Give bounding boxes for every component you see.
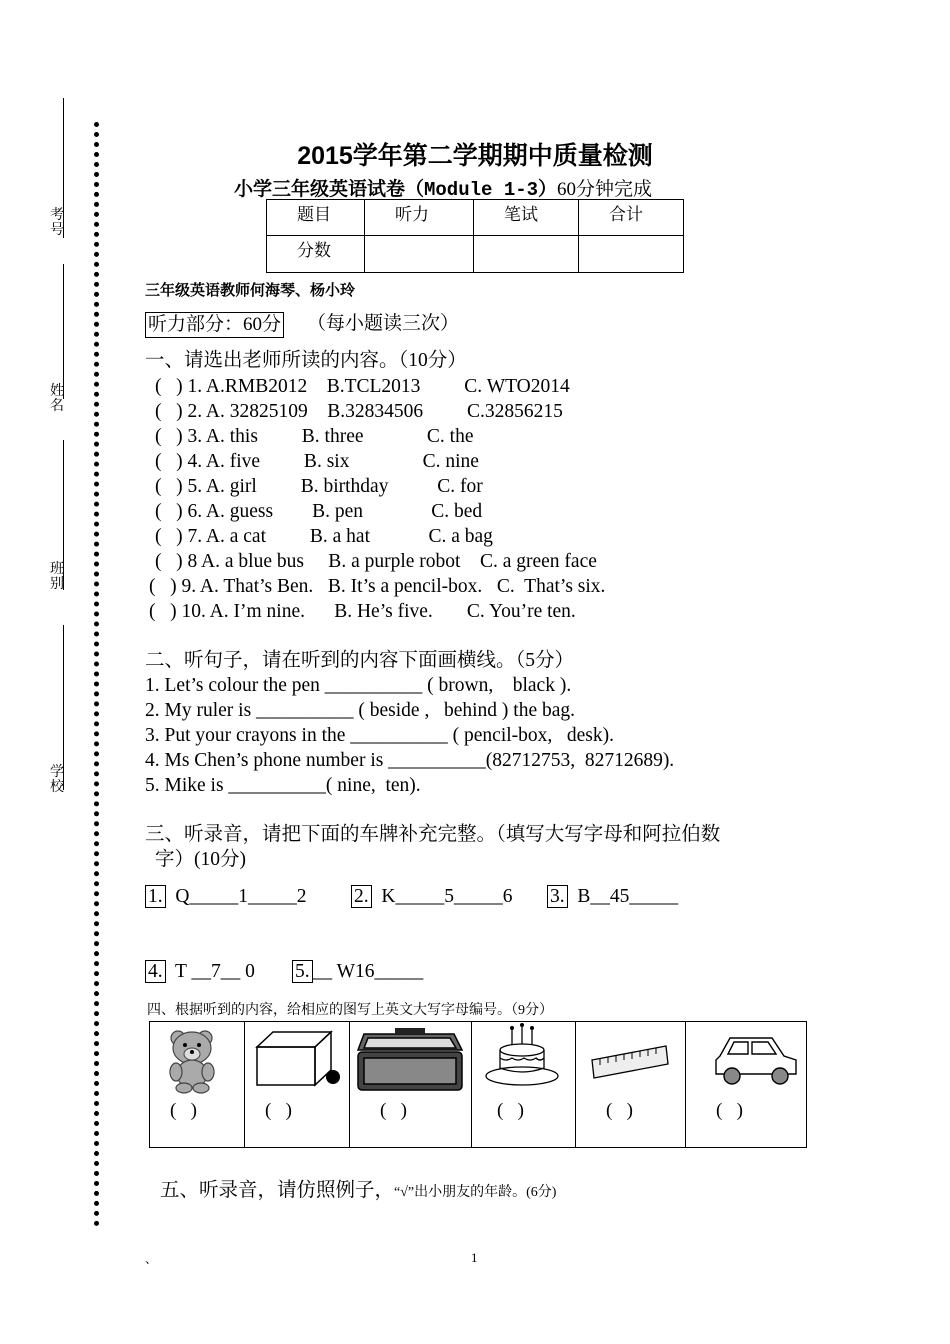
sentence-item: 4. Ms Chen’s phone number is __________(82712753, 82712689).	[145, 750, 675, 771]
score-cell[interactable]	[365, 236, 474, 273]
page-number: 1	[471, 1250, 478, 1265]
question-item: ( ) 7. A. a cat B. a hat C. a bag	[155, 526, 493, 547]
question-item: ( ) 2. A. 32825109 B.32834506 C.32856215	[155, 401, 563, 422]
question-item: ( ) 6. A. guess B. pen C. bed	[155, 501, 483, 522]
score-table	[266, 199, 684, 273]
answer-paren[interactable]: ( )	[497, 1100, 524, 1121]
question-item: ( ) 3. A. this B. three C. the	[155, 426, 474, 447]
teacher-names: 三年级英语教师何海琴、杨小玲	[145, 282, 356, 299]
label-class: 班别	[50, 562, 64, 592]
plate-number: 3.	[547, 885, 568, 908]
answer-paren[interactable]: ( )	[380, 1100, 407, 1121]
question-item: ( ) 4. A. five B. six C. nine	[155, 451, 479, 472]
section3-title: 三、听录音，请把下面的车牌补充完整。（填写大写字母和阿拉伯数	[145, 824, 721, 845]
plate-number: 2.	[351, 885, 372, 908]
subtitle-main: 小学三年级英语试卷（Module 1-3）	[234, 179, 558, 201]
picture-cell	[150, 1022, 245, 1148]
label-school: 学校	[50, 765, 64, 795]
plate-text: B__45_____	[577, 886, 679, 907]
score-cell[interactable]	[579, 236, 684, 273]
plate-text: T __7__ 0	[175, 961, 255, 982]
plate-number: 5.	[292, 960, 313, 983]
section5-title	[160, 1174, 556, 1202]
section3-title-cont: 字）(10分)	[155, 849, 246, 870]
subtitle	[234, 174, 652, 201]
plate-item	[547, 885, 678, 909]
section1-title: 一、请选出老师所读的内容。（10分）	[145, 350, 467, 371]
birthday-cake-icon	[472, 1022, 575, 1094]
plate-text: __ W16_____	[312, 961, 424, 982]
plate-item	[145, 960, 255, 984]
plate-item	[351, 885, 512, 909]
section4-title: 四、根据听到的内容，给相应的图写上英文大写字母编号。（9分）	[147, 1003, 553, 1018]
picture-cell	[686, 1022, 807, 1148]
answer-paren[interactable]: ( )	[265, 1100, 292, 1121]
section2-title: 二、听句子，请在听到的内容下面画横线。（5分）	[145, 650, 575, 671]
picture-cell	[245, 1022, 350, 1148]
question-item: ( ) 10. A. I’m nine. B. He’s five. C. You’re ten.	[149, 601, 576, 622]
question-item: ( ) 1. A.RMB2012 B.TCL2013 C. WTO2014	[155, 376, 570, 397]
label-name: 姓名	[50, 384, 64, 414]
teddy-bear-icon	[150, 1022, 244, 1094]
plate-text: Q_____1_____2	[175, 886, 307, 907]
picture-table	[149, 1021, 807, 1148]
question-item: ( ) 5. A. girl B. birthday C. for	[155, 476, 483, 497]
plate-text: K_____5_____6	[381, 886, 513, 907]
sentence-item: 2. My ruler is __________ ( beside , behind ) the bag.	[145, 700, 576, 721]
plate-item	[145, 885, 306, 909]
sentence-item: 3. Put your crayons in the __________ ( pencil-box, desk).	[145, 725, 615, 746]
score-cell[interactable]	[474, 236, 579, 273]
question-item: ( ) 8 A. a blue bus B. a purple robot C. a green face	[155, 551, 597, 572]
picture-cell	[576, 1022, 686, 1148]
listening-note: （每小题读三次）	[307, 313, 460, 334]
picture-cell	[472, 1022, 576, 1148]
sentence-item: 5. Mike is __________( nine, ten).	[145, 775, 421, 796]
score-header-cell: 笔试	[474, 200, 579, 236]
plate-number: 4.	[145, 960, 166, 983]
question-item: ( ) 9. A. That’s Ben. B. It’s a pencil-box. C. That’s six.	[149, 576, 606, 597]
score-row-label: 分数	[267, 236, 365, 273]
listening-section-label: 听力部分：60分	[145, 312, 284, 338]
answer-paren[interactable]: ( )	[170, 1100, 197, 1121]
subtitle-time: 60分钟完成	[557, 179, 653, 200]
ruler-icon	[576, 1022, 685, 1094]
section5-title-main: 五、听录音，请仿照例子，	[160, 1180, 395, 1201]
plate-item	[292, 960, 423, 984]
footer-mark: 、	[145, 1252, 158, 1266]
margin-line	[63, 264, 64, 399]
score-header-cell: 合计	[579, 200, 684, 236]
page-title: 2015学年第二学期期中质量检测	[297, 142, 653, 170]
binding-dotted-line	[94, 122, 99, 1227]
picture-cell	[350, 1022, 472, 1148]
score-header-cell: 题目	[267, 200, 365, 236]
car-icon	[686, 1022, 806, 1094]
section5-title-tail: “√”出小朋友的年龄。(6分)	[394, 1185, 557, 1200]
box-ball-icon	[245, 1022, 349, 1094]
label-exam-number: 考号	[50, 208, 64, 238]
open-case-icon	[350, 1022, 471, 1094]
answer-paren[interactable]: ( )	[606, 1100, 633, 1121]
sentence-item: 1. Let’s colour the pen __________ ( brown, black ).	[145, 675, 572, 696]
answer-paren[interactable]: ( )	[716, 1100, 743, 1121]
score-header-cell: 听力	[365, 200, 474, 236]
plate-number: 1.	[145, 885, 166, 908]
